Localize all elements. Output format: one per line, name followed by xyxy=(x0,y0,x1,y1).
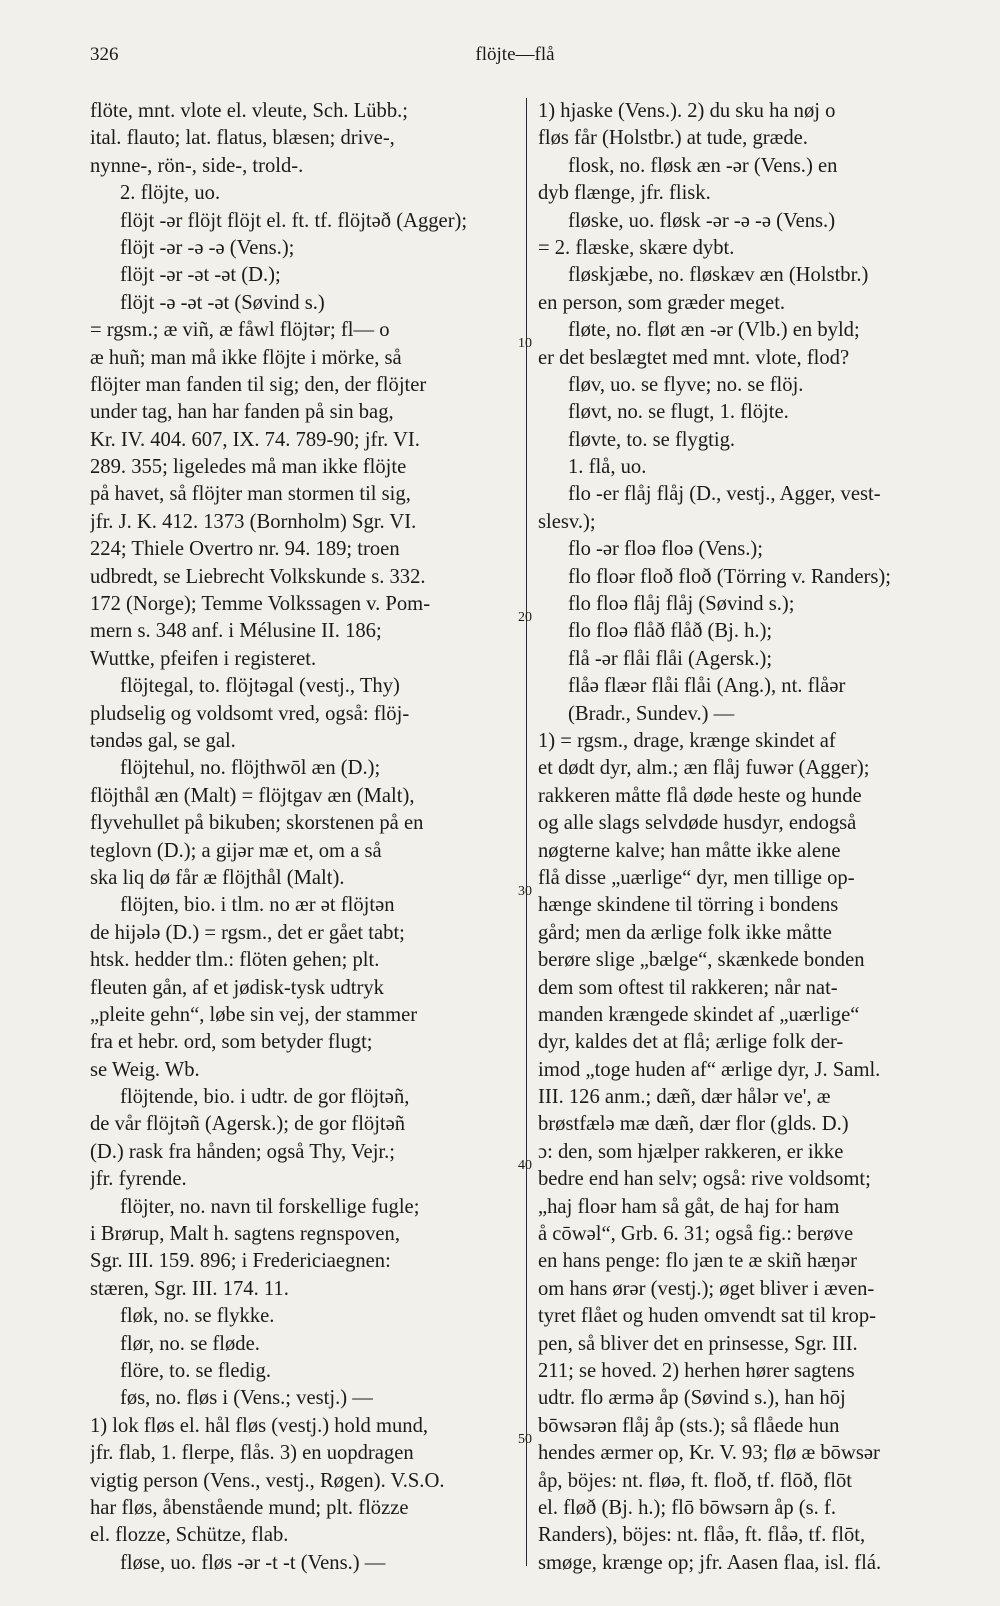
text-line: ska liq dø får æ flöjthål (Malt). xyxy=(90,866,345,889)
text-line: fløvte, to. se flygtig. xyxy=(568,428,736,451)
text-line: flöte, mnt. vlote el. vleute, Sch. Lübb.; xyxy=(90,100,408,122)
text-line: fra et hebr. ord, som betyder flugt; xyxy=(90,1031,373,1054)
text-line: 1) = rgsm., drage, krænge skindet af xyxy=(538,729,836,752)
text-line: flöjt -ər -ət -ət (D.); xyxy=(120,264,281,287)
text-line: åp, böjes: nt. fløə, ft. floð, tf. flōð, flōt xyxy=(538,1469,852,1492)
text-line: = 2. flæske, skære dybt. xyxy=(538,236,735,259)
text-line: fløvt, no. se flugt, 1. flöjte. xyxy=(568,401,789,424)
text-line: el. flozze, Schütze, flab. xyxy=(90,1524,289,1547)
text-line: teglovn (D.); a gijər mæ et, om a så xyxy=(90,839,382,862)
text-line: berøre slige „bælge“, skænkede bonden xyxy=(538,949,865,972)
text-line: flöjter, no. navn til forskellige fugle; xyxy=(120,1195,420,1218)
text-line: = rgsm.; æ viñ, æ fåwl flöjtər; fl— o xyxy=(90,319,390,342)
text-line: gård; men da ærlige folk ikke måtte xyxy=(538,921,832,944)
text-line: „pleite gehn“, løbe sin vej, der stammer xyxy=(90,1003,418,1026)
text-line: manden krængede skindet af „uærlige“ xyxy=(538,1003,860,1026)
text-line: dem som oftest til rakkeren; når nat- xyxy=(538,976,838,999)
text-line: stæren, Sgr. III. 174. 11. xyxy=(90,1277,289,1300)
text-line: en hans penge: flo jæn te æ skiñ hæŋər xyxy=(538,1250,858,1273)
text-line: tyret flået og huden omvendt sat til krop- xyxy=(538,1305,876,1328)
text-line: er det beslægtet med mnt. vlote, flod? xyxy=(538,346,850,369)
text-line: fløk, no. se flykke. xyxy=(120,1305,275,1328)
text-line: 172 (Norge); Temme Volkssagen v. Pom- xyxy=(90,593,431,616)
text-line: bedre end han selv; også: rive voldsomt; xyxy=(538,1168,871,1191)
text-line: ɔ: den, som hjælper rakkeren, er ikke xyxy=(538,1140,844,1163)
text-line: 1. flå, uo. xyxy=(568,456,647,479)
text-line: i Brørup, Malt h. sagtens regnspoven, xyxy=(90,1223,401,1246)
line-number-50: 50 xyxy=(518,1432,532,1447)
text-line: og alle slags selvdøde husdyr, endogså xyxy=(538,812,857,835)
text-line: fleuten gån, af et jødisk-tysk udtryk xyxy=(90,976,384,999)
text-line: de hijələ (D.) = rgsm., det er gået tabt; xyxy=(90,921,405,944)
text-line: på havet, så flöjter man stormen til sig, xyxy=(90,483,411,506)
text-line: pen, så bliver det en prinsesse, Sgr. III. xyxy=(538,1332,858,1355)
text-line: (D.) rask fra hånden; også Thy, Vejr.; xyxy=(90,1140,396,1163)
text-line: flå disse „uærlige“ dyr, men tillige op- xyxy=(538,866,855,889)
text-line: flør, no. se fløde. xyxy=(120,1332,260,1355)
text-line: el. fløð (Bj. h.); flō bōwsərn åp (s. f. xyxy=(538,1496,836,1519)
text-line: se Weig. Wb. xyxy=(90,1058,200,1081)
text-line: jfr. flab, 1. flerpe, flås. 3) en uopdragen xyxy=(90,1442,414,1465)
text-line: en person, som græder meget. xyxy=(538,291,786,314)
text-line: fløskjæbe, no. fløskæv æn (Holstbr.) xyxy=(568,264,869,287)
text-line: Randers), böjes: nt. flåə, ft. flåə, tf. flōt, xyxy=(538,1524,866,1547)
text-line: flo floə flåð flåð (Bj. h.); xyxy=(568,620,773,643)
text-line: 224; Thiele Overtro nr. 94. 189; troen xyxy=(90,538,400,561)
text-line: flöjthål æn (Malt) = flöjtgav æn (Malt), xyxy=(90,784,415,807)
text-line: om hans ørər (vestj.); øget bliver i æven- xyxy=(538,1277,875,1300)
text-line: „haj floər ham så gåt, de haj for ham xyxy=(538,1195,840,1218)
text-line: flöjt -ər -ə -ə (Vens.); xyxy=(120,236,295,259)
text-line: de vår flöjtəñ (Agersk.); de gor flöjtəñ xyxy=(90,1113,406,1136)
text-line: flöre, to. se fledig. xyxy=(120,1359,271,1382)
text-line: flöjter man fanden til sig; den, der flöjter xyxy=(90,373,427,396)
text-line: flo -er flåj flåj (D., vestj., Agger, vest- xyxy=(568,483,881,506)
line-number-10: 10 xyxy=(518,336,532,351)
text-line: flo floə flåj flåj (Søvind s.); xyxy=(568,593,795,616)
text-line: 2. flöjte, uo. xyxy=(120,182,221,205)
text-line: dyb flænge, jfr. flisk. xyxy=(538,182,711,205)
text-line: hænge skindene til törring i bondens xyxy=(538,894,839,917)
text-line: 1) lok fløs el. hål fløs (vestj.) hold mund, xyxy=(90,1414,429,1437)
right-column xyxy=(538,98,958,1577)
text-line: flå -ər flåi flåi (Agersk.); xyxy=(568,647,773,670)
text-line: (Bradr., Sundev.) — xyxy=(568,702,735,725)
text-line: jfr. fyrende. xyxy=(90,1168,187,1191)
text-line: flöjtehul, no. flöjthwōl æn (D.); xyxy=(120,757,381,780)
text-line: flosk, no. fløsk æn -ər (Vens.) en xyxy=(568,154,838,177)
line-number-40: 40 xyxy=(518,1158,532,1173)
text-line: føs, no. fløs i (Vens.; vestj.) — xyxy=(120,1387,373,1410)
page-number: 326 xyxy=(90,44,119,65)
text-line: vigtig person (Vens., vestj., Røgen). V.S.O. xyxy=(90,1469,445,1492)
text-line: 211; se hoved. 2) herhen hører sagtens xyxy=(538,1359,855,1382)
text-line: Sgr. III. 159. 896; i Fredericiaegnen: xyxy=(90,1250,391,1273)
text-line: et dødt dyr, alm.; æn flåj fuwər (Agger); xyxy=(538,757,870,780)
text-line: flöjt -ə -ət -ət (Søvind s.) xyxy=(120,291,325,314)
text-line: jfr. J. K. 412. 1373 (Bornholm) Sgr. VI. xyxy=(90,510,417,533)
text-line: flöjtegal, to. flöjtəgal (vestj., Thy) xyxy=(120,675,400,698)
text-line: slesv.); xyxy=(538,510,596,533)
line-number-30: 30 xyxy=(518,884,532,899)
text-line: fløse, uo. fløs -ər -t -t (Vens.) — xyxy=(120,1551,386,1574)
text-line: dyr, kaldes det at flå; ærlige folk der- xyxy=(538,1031,844,1054)
text-line: flöjten, bio. i tlm. no ær ət flöjtən xyxy=(120,894,395,917)
text-line: mern s. 348 anf. i Mélusine II. 186; xyxy=(90,620,382,643)
text-line: under tag, han har fanden på sin bag, xyxy=(90,401,394,424)
text-line: flöjt -ər flöjt flöjt el. ft. tf. flöjtəð (Agger); xyxy=(120,209,468,232)
text-line: 1) hjaske (Vens.). 2) du sku ha nøj o xyxy=(538,100,836,122)
text-line: nynne-, rön-, side-, trold-. xyxy=(90,154,304,177)
text-line: udtr. flo ærmə åp (Søvind s.), han hōj xyxy=(538,1387,846,1410)
text-line: pludselig og voldsomt vred, også: flöj- xyxy=(90,702,410,725)
text-line: fløs får (Holstbr.) at tude, græde. xyxy=(538,127,808,150)
text-line: III. 126 anm.; dæñ, dær hålər ve', æ xyxy=(538,1086,831,1109)
text-line: har fløs, åbenstående mund; plt. flözze xyxy=(90,1496,409,1519)
text-line: hendes ærmer op, Kr. V. 93; flø æ bōwsər xyxy=(538,1442,880,1465)
text-line: 289. 355; ligeledes må man ikke flöjte xyxy=(90,456,407,479)
text-line: fløv, uo. se flyve; no. se flöj. xyxy=(568,373,804,396)
text-line: imod „toge huden af“ ærlige dyr, J. Saml. xyxy=(538,1058,881,1081)
running-head: flöjte—flå xyxy=(475,44,555,65)
text-line: udbredt, se Liebrecht Volkskunde s. 332. xyxy=(90,565,426,588)
text-line: fløte, no. fløt æn -ər (Vlb.) en byld; xyxy=(568,319,860,342)
text-line: flåə flæər flåi flåi (Ang.), nt. flåər xyxy=(568,675,846,698)
text-line: Wuttke, pfeifen i registeret. xyxy=(90,647,317,670)
text-line: təndəs gal, se gal. xyxy=(90,729,236,752)
text-line: bōwsərən flåj åp (sts.); så flåede hun xyxy=(538,1414,840,1437)
text-line: fløske, uo. fløsk -ər -ə -ə (Vens.) xyxy=(568,209,836,232)
column-divider xyxy=(526,98,527,1566)
text-line: æ huñ; man må ikke flöjte i mörke, så xyxy=(90,346,402,369)
line-number-20: 20 xyxy=(518,610,532,625)
page-header xyxy=(90,44,940,74)
text-line: Kr. IV. 404. 607, IX. 74. 789-90; jfr. VI. xyxy=(90,428,420,451)
text-line: brøstfælə mæ dæñ, dær flor (glds. D.) xyxy=(538,1113,849,1136)
text-line: flo floər floð floð (Törring v. Randers); xyxy=(568,565,891,588)
left-column xyxy=(90,98,522,1577)
text-line: ital. flauto; lat. flatus, blæsen; drive-, xyxy=(90,127,395,150)
text-line: rakkeren måtte flå døde heste og hunde xyxy=(538,784,862,807)
text-line: nøgterne kalve; han måtte ikke alene xyxy=(538,839,841,862)
text-line: å cōwəl“, Grb. 6. 31; også fig.: berøve xyxy=(538,1223,854,1246)
text-line: smøge, krænge op; jfr. Aasen flaa, isl. flá. xyxy=(538,1551,882,1574)
text-line: flöjtende, bio. i udtr. de gor flöjtəñ, xyxy=(120,1086,410,1109)
text-line: flyvehullet på bikuben; skorstenen på en xyxy=(90,812,424,835)
text-line: htsk. hedder tlm.: flöten gehen; plt. xyxy=(90,949,380,972)
text-line: flo -ər floə floə (Vens.); xyxy=(568,538,763,561)
